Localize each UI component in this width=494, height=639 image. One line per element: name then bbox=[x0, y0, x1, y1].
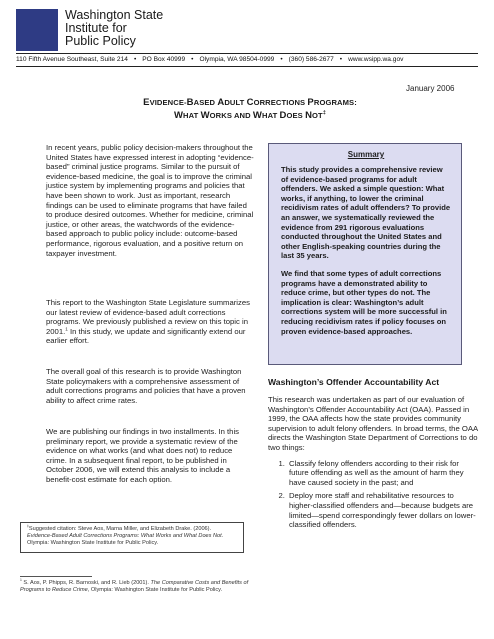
separator-dot: • bbox=[339, 56, 343, 63]
intro-paragraph: In recent years, public policy decision-makers throughout the United States have expressed interest in adopting “evidence-based” criminal justice programs. Similar to the pursuit of evidence-based medicine, the goal is to improve the criminal justice system by implementing programs and policies that have been shown to work. Just as important, research findings can be used to eliminate programs that have failed to produce desired outcomes. Whether for medicine, criminal justice, or other areas, the watchwords of the evidence-based approach to public policy include: outcome-based performance, rigorous evaluation, and a positive return on taxpayer investment. bbox=[46, 143, 254, 258]
oaa-paragraph: This research was undertaken as part of our evaluation of Washington’s Offender Accountability Act (OAA). Passed in 1999, the OAA affects how the state provides community supervision to adult felony offenders. In broad terms, the OAA directs the Washington State Department of Corrections to do two things: bbox=[268, 395, 478, 452]
report-title bbox=[60, 96, 440, 122]
summary-heading: Summary bbox=[347, 150, 385, 159]
institute-name-line-1: Washington State bbox=[65, 8, 164, 22]
section-heading: Washington’s Offender Accountability Act bbox=[268, 377, 440, 387]
street-address: 110 Fifth Avenue Southeast, Suite 214 bbox=[16, 56, 128, 63]
title-line-1: EVIDENCE-BASED ADULT CORRECTIONS PROGRAMS: bbox=[143, 97, 357, 108]
phone-number: (360) 586-2677 bbox=[288, 56, 334, 63]
citation-publisher: Olympia: Washington State Institute for Public Policy. bbox=[27, 540, 159, 547]
title-line-2: WHAT WORKS AND WHAT DOES NOT‡ bbox=[173, 109, 327, 121]
citation-label: Suggested citation: Steve Aos, Marna Miller, and Elizabeth Drake. (2006). bbox=[28, 526, 212, 532]
website-link[interactable]: www.wsipp.wa.gov bbox=[348, 56, 404, 63]
oaa-directives-list bbox=[268, 459, 478, 530]
header-rule-top bbox=[16, 53, 478, 54]
address-line bbox=[16, 56, 478, 63]
po-box: PO Box 40999 bbox=[142, 56, 186, 63]
city-state-zip: Olympia, WA 98504-0999 bbox=[199, 56, 275, 63]
title-citation-marker: ‡ bbox=[322, 109, 327, 116]
institute-name-line-3: Public Policy bbox=[65, 34, 136, 48]
summary-box bbox=[268, 143, 462, 365]
institute-name bbox=[65, 9, 163, 48]
suggested-citation-box bbox=[20, 522, 244, 553]
summary-paragraph-1: This study provides a comprehensive review of evidence-based programs for adult offenders. We asked a simple question: What works, if anything, to lower the criminal recidivism rates of adult offenders? To provide an answer, we systematically reviewed the evidence from 291 rigorous evaluations conducted throughout the United States and other English-speaking countries during the last 35 years. bbox=[281, 165, 451, 261]
report-date: January 2006 bbox=[406, 84, 455, 93]
oaa-section bbox=[268, 395, 478, 534]
report-scope-paragraph: This report to the Washington State Legislature summarizes our latest review of evidence-based adult corrections programs. We previously published a review on this topic in 2001.$^1$ In this study, we update and significantly extend our earlier effort. bbox=[46, 298, 250, 346]
list-item: 2. Deploy more staff and rehabilitative resources to higher-classified offenders and—because budgets are limited—spend correspondingly fewer dollars on lower-classified offenders. bbox=[287, 491, 478, 529]
footnote-divider bbox=[20, 576, 92, 577]
institute-logo bbox=[16, 9, 58, 51]
separator-dot: • bbox=[191, 56, 194, 63]
summary-paragraph-2: We find that some types of adult corrections programs have a demonstrated ability to reduce crime, but other types do not. The implication is clear: Washington’s adult corrections system will be more successful in reducing recidivism rates if policy focuses on proven evidence-based approaches. bbox=[281, 268, 447, 336]
citation-title: Evidence-Based Adult Corrections Programs: What Works and What Does Not. bbox=[27, 533, 224, 540]
citation-marker: ‡ bbox=[27, 524, 29, 529]
separator-dot: • bbox=[280, 56, 283, 63]
footnote-ref[interactable]: 1 bbox=[65, 326, 68, 332]
separator-dot: • bbox=[133, 56, 137, 63]
installments-paragraph: We are publishing our findings in two installments. In this preliminary report, we provide a systematic review of the evidence on what works (and what does not) to reduce crime. In a subsequent final report, to be published in October 2006, we will extend this analysis to include a benefit-cost estimate for each option. bbox=[46, 427, 239, 484]
list-item: 1. Classify felony offenders according to their risk for future offending as well as the amount of harm they have caused society in the past; and bbox=[287, 459, 478, 488]
footnote: $^1$ S. Aos, P. Phipps, R. Barnoski, and R. Lieb (2001). The Comparative Costs and Benefits of Programs to Reduce Crime, Olympia: Washington State Institute for Public Policy. bbox=[20, 578, 249, 594]
institute-name-line-2: Institute for bbox=[65, 21, 127, 35]
footnote-marker: 1 bbox=[20, 578, 22, 583]
footnote-title: The Comparative Costs and Benefits of Programs to Reduce Crime bbox=[20, 580, 249, 594]
research-goal-paragraph: The overall goal of this research is to provide Washington State policymakers with a comprehensive assessment of adult corrections programs and policies that have a proven ability to affect crime rates. bbox=[46, 367, 246, 405]
header-rule-bottom bbox=[16, 66, 478, 67]
